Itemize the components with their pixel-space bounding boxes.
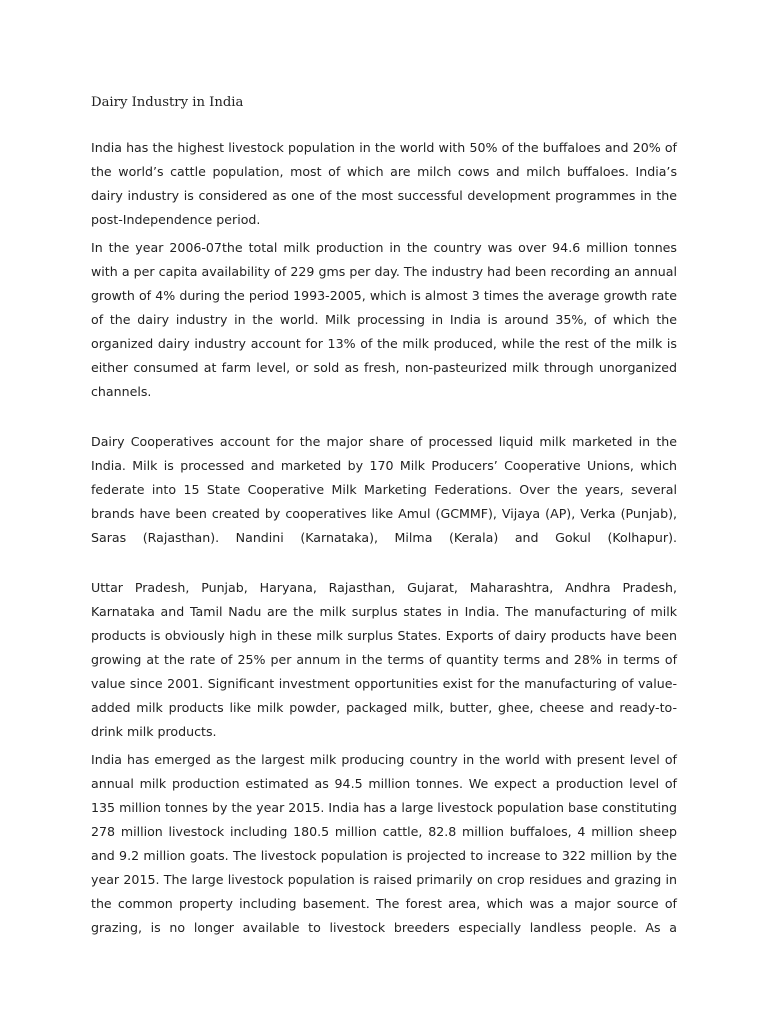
paragraph-largest-producer: India has emerged as the largest milk producing country in the world with present level of annual milk production estimated as 94.5 million tonnes. We expect a production level of 135 million tonnes by the year 2015. India has a large livestock population base constituting 278 million livestock including 180.5 million cattle, 82.8 million buffaloes, 4 million sheep and 9.2 million goats. The livestock population is projected to increase to 322 million by the year 2015. The large livestock population is raised primarily on crop residues and grazing in the common property including basement. The forest area, which was a major source of grazing, is no longer available to livestock breeders especially landless people. As a (91, 752, 677, 935)
paragraph-dairy-cooperatives: Dairy Cooperatives account for the major share of processed liquid milk marketed in the India. Milk is processed and marketed by 170 Milk Producers’ Cooperative Unions, which federate into 15 State Cooperative Milk Marketing Federations. Over the years, several brands have been created by cooperatives like Amul (GCMMF), Vijaya (AP), Verka (Punjab), Saras (Rajasthan). Nandini (Karnataka), Milma (Kerala) and Gokul (Kolhapur). (91, 434, 677, 545)
document-title: Dairy Industry in India (91, 95, 244, 110)
paragraph-spacer (91, 550, 677, 576)
document-body (91, 94, 677, 940)
paragraph-milk-surplus-states: Uttar Pradesh, Punjab, Haryana, Rajasthan, Gujarat, Maharashtra, Andhra Pradesh, Karnataka and Tamil Nadu are the milk surplus states in India. The manufacturing of milk products is obviously high in these milk surplus States. Exports of dairy products have been growing at the rate of 25% per annum in the terms of quantity terms and 28% in terms of value since 2001. Significant investment opportunities exist for the manufacturing of value-added milk products like milk powder, packaged milk, butter, ghee, cheese and ready-to-drink milk products. (91, 580, 677, 739)
paragraph-livestock-population: India has the highest livestock population in the world with 50% of the buffaloes and 20% of the world’s cattle population, most of which are milch cows and milch buffaloes. India’s dairy industry is considered as one of the most successful development programmes in the post-Independence period. (91, 140, 677, 227)
paragraph-spacer (91, 404, 677, 430)
paragraph-milk-production: In the year 2006-07the total milk production in the country was over 94.6 million tonnes with a per capita availability of 229 gms per day. The industry had been recording an annual growth of 4% during the period 1993-2005, which is almost 3 times the average growth rate of the dairy industry in the world. Milk processing in India is around 35%, of which the organized dairy industry account for 13% of the milk produced, while the rest of the milk is either consumed at farm level, or sold as fresh, non-pasteurized milk through unorganized channels. (91, 240, 677, 399)
